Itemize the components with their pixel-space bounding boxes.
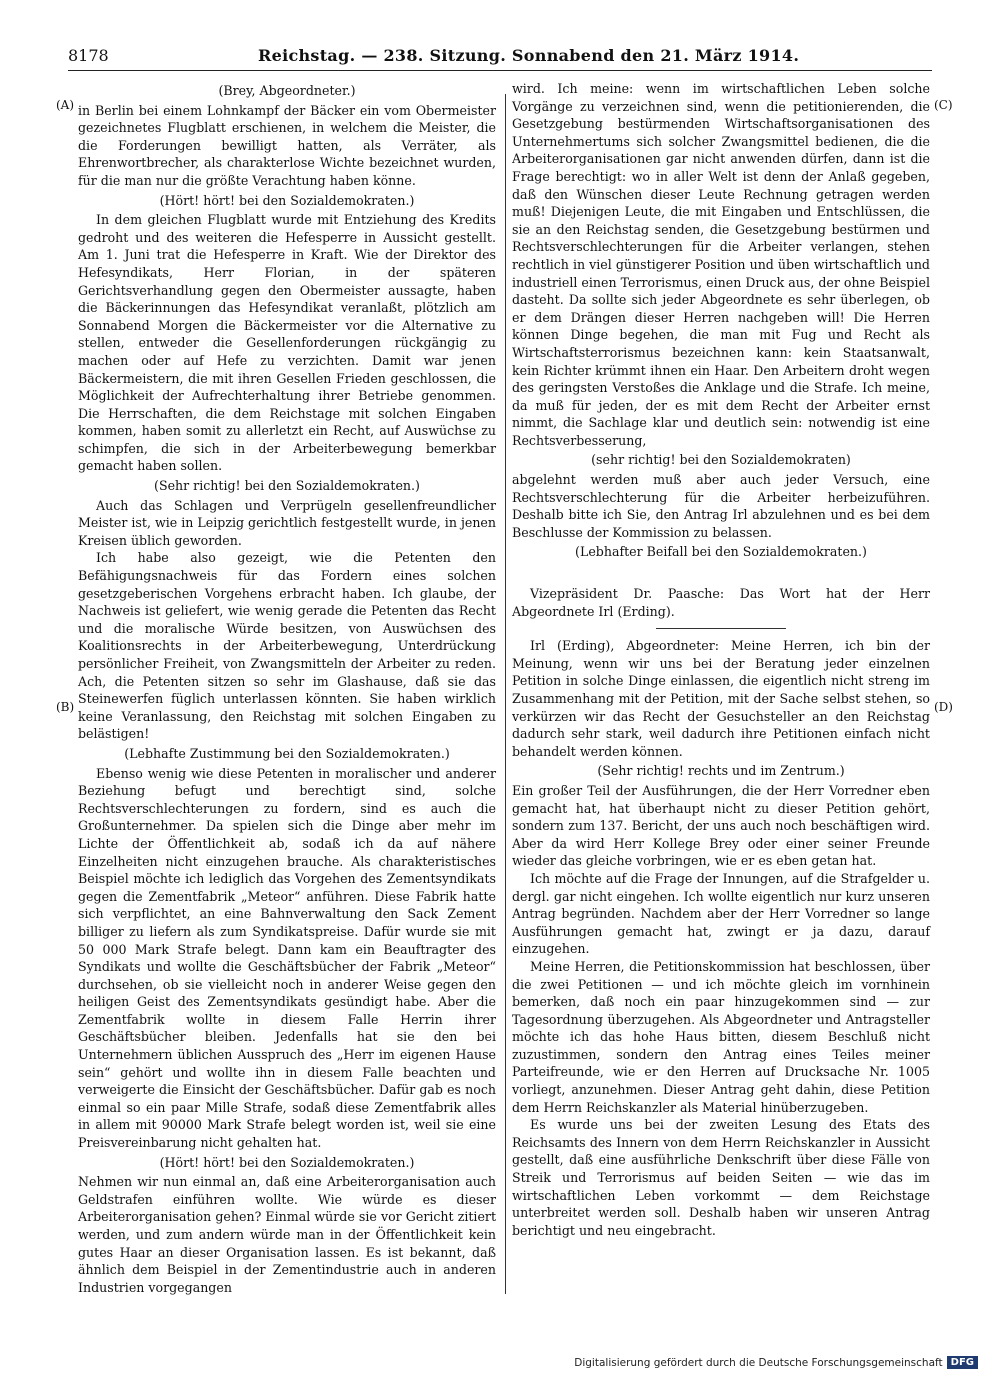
left-paragraph: Auch das Schlagen und Verprügeln gesellenfreundlicher Meister ist, wie in Leipzig gerichtlich festgestellt wurde, in jenen Kreisen üblich geworden. [78,497,496,548]
section-rule [656,628,786,629]
right-paragraph: Ich möchte auf die Frage der Innungen, auf die Strafgelder u. dergl. gar nicht eingehen. Ich wollte eigentlich nur kurz unseren Antrag begründen. Nachdem aber der Herr Vorredner so lange Ausführungen gemacht hat, zwingt er ja dazu, darauf einzugehen. [512,870,930,957]
left-paragraph: Nehmen wir nun einmal an, daß eine Arbeiterorganisation auch Geldstrafen einführen wollte. Wie würde es dieser Arbeiterorganisation gehen? Einmal würde sie vor Gericht zitiert werden, und zum andern würde man in der Öffentlichkeit kein gutes Haar an dieser Organisation lassen. Es ist bekannt, daß ähnlich dem Beispiel in der Zementindustrie auch in anderen Industrien vorgegangen [78,1174,496,1295]
dfg-logo: DFG [947,1356,978,1369]
left-remark: (Brey, Abgeordneter.) [218,83,356,98]
right-remark: (Sehr richtig! rechts und im Zentrum.) [597,763,845,779]
right-paragraph: abgelehnt werden muß aber auch jeder Versuch, eine Rechtsverschlechterung für die Arbeiter herbeizuführen. Deshalb bitte ich Sie, den Antrag Irl abzulehnen und es bei dem Beschlusse der Kommission zu belassen. [512,472,930,540]
right-remark: (sehr richtig! bei den Sozialdemokraten) [591,452,851,468]
right-column [512,80,930,1239]
header-rule [68,70,932,71]
page-number: 8178 [68,46,109,65]
right-paragraph: wird. Ich meine: wenn im wirtschaftlichen Leben solche Vorgänge zu verzeichnen sind, wenn die petitionierenden, die Gesetzgebung bestürmenden Wirtschaftsorganisationen des Unternehmertums sich solcher Zwangsmittel bedienen, die die Arbeiterorganisationen gar nicht anwenden dürfen, dann ist die Frage berechtigt: wo in aller Welt ist denn der Anlaß gegeben, daß den Wünschen dieser Leute Rechnung getragen werden muß! Diejenigen Leute, die mit Eingaben und Entschlüssen, die sie an den Reichstag senden, die Gesetzgebung bestürmen und Rechtsverschlechterungen für die Arbeiter verlangen, stehen rechtlich in viel günstigerer Position und üben wirtschaftlich und industriell einen Terrorismus, einen Druck aus, der ohne Beispiel dasteht. Da sollte sich jeder Abgeordnete es sehr überlegen, ob er dem Drängen dieser Herren nachgeben will! Die Herren können Dinge begehen, die man mit Fug und Recht als Wirtschaftsterrorismus bezeichnen kann: kein Staatsanwalt, kein Richter krümmt ihnen ein Haar. Den Arbeitern droht wegen des geringsten Verstoßes die Anklage und die Strafe. Ich meine, da muß für jeden, der es mit dem Recht der Arbeiter ernst nimmt, die Sachlage klar und deutlich sein: notwendig ist eine Rechtsverbesserung, [512,81,930,448]
left-paragraph: Ebenso wenig wie diese Petenten in moralischer und anderer Beziehung befugt und berechtigt sind, solche Rechtsverschlechterungen zu fordern, sind es auch die Großunternehmer. Da spielen sich die Dinge aber mehr im Lichte der Öffentlichkeit ab, sodaß ich da auf nähere Einzelheiten nicht einzugehen brauche. Als charakteristisches Beispiel möchte ich lediglich das Vorgehen des Zementsyndikats gegen die Zementfabrik „Meteor“ anführen. Diese Fabrik hatte sich verpflichtet, an eine Bahnverwaltung den Sack Zement billiger zu liefern als zum Syndikatspreise. Dafür wurde sie mit 50 000 Mark Strafe belegt. Dann kam ein Beauftragter des Syndikats und wollte die Geschäftsbücher der Fabrik „Meteor“ durchsehen, ob sie vielleicht noch in anderer Weise gegen den heiligen Geist des Zementsyndikats gesündigt habe. Aber die Zementfabrik wollte in diesem Falle Herrin ihrer Geschäftsbücher bleiben. Jedenfalls hat sie den bei Unternehmern üblichen Ausspruch des „Herr im eigenen Hause sein“ gehört und wollte ihn in diesem Falle beachten und verweigerte die Einsicht der Geschäftsbücher. Dafür gab es noch einmal so ein paar Mille Strafe, sodaß diese Zementfabrik alles in allem mit 90000 Mark Strafe belegt worden ist, weil sie eine Preisvereinbarung nicht gehalten hat. [78,765,496,1151]
footer [574,1356,978,1369]
right-paragraph: Ein großer Teil der Ausführungen, die der Herr Vorredner eben gemacht hat, hat überhaupt nicht zu dieser Petition gehört, sondern zum 137. Bericht, der uns auch noch beschäftigen wird. Aber da wird Herr Kollege Brey oder einer seiner Freunde wieder das gleiche vorbringen, wie er es eben getan hat. [512,782,930,869]
margin-marker-d: (D) [934,700,953,714]
page-header-title: Reichstag. — 238. Sitzung. Sonnabend den 21. März 1914. [258,46,800,65]
left-remark: (Lebhafte Zustimmung bei den Sozialdemokraten.) [124,745,450,761]
footer-credit: Digitalisierung gefördert durch die Deutsche Forschungsgemeinschaft [574,1356,943,1369]
left-column [78,80,496,1296]
left-remark: (Hört! hört! bei den Sozialdemokraten.) [159,192,415,208]
left-paragraph: Ich habe also gezeigt, wie die Petenten den Befähigungsnachweis für das Fordern eines solchen gesetzgeberischen Vorgehens erbracht haben. Ich glaube, der Nachweis ist geliefert, wie wenig gerade die Petenten das Recht und die moralische Würde besitzen, von Auswüchsen des Koalitionsrechts in der Arbeiterbewegung, Unterdrückung persönlicher Freiheit, von Zwangsmitteln der Arbeiter zu reden. Ach, die Petenten sitzen so sehr im Glashause, daß sie das Steinewerfen füglich unterlassen könnten. Sie haben wirklich keine Veranlassung, den Reichstag mit solchen Eingaben zu belästigen! [78,550,496,742]
left-remark: (Hört! hört! bei den Sozialdemokraten.) [159,1154,415,1170]
margin-marker-c: (C) [934,98,953,112]
running-header [68,46,928,68]
right-paragraph: Meine Herren, die Petitionskommission hat beschlossen, über die zwei Petitionen — und ich möchte gleich im vornhinein bemerken, daß noch ein paar hinzugekommen sind — zur Tagesordnung überzugehen. Als Abgeordneter und Antragsteller möchte ich das hohe Haus bitten, diesem Beschluß nicht zuzustimmen, sondern den Antrag eines Teiles meiner Parteifreunde, wie er den Herren auf Drucksache Nr. 1005 vorliegt, anzunehmen. Dieser Antrag geht dahin, diese Petition dem Herrn Reichskanzler als Material hinüberzugeben. [512,958,930,1115]
right-paragraph: Es wurde uns bei der zweiten Lesung des Etats des Reichsamts des Innern von dem Herrn Reichskanzler in Aussicht gestellt, daß eine ausführliche Denkschrift über diese Fälle von Streik und Terrorismus auf beiden Seiten — wie das im wirtschaftlichen Leben vorkommt — dem Reichstage unterbreitet werden soll. Deshalb haben wir unseren Antrag berichtigt und neu eingebracht. [512,1117,930,1238]
right-remark: (Lebhafter Beifall bei den Sozialdemokraten.) [575,544,867,560]
margin-marker-b: (B) [56,700,75,714]
right-paragraph: Vizepräsident Dr. Paasche: Das Wort hat der Herr Abgeordnete Irl (Erding). [512,586,930,619]
spacer [512,563,930,585]
left-paragraph: in Berlin bei einem Lohnkampf der Bäcker ein vom Obermeister gezeichnetes Flugblatt erschienen, in welchem die Meister, die die Forderungen bewilligt hatten, als Verräter, als Ehrenwortbrecher, als charakterlose Wichte bezeichnet wurden, für die man nur die größte Verachtung haben könne. [78,102,496,188]
right-paragraph: Irl (Erding), Abgeordneter: Meine Herren, ich bin der Meinung, wenn wir uns bei der Beratung jeder einzelnen Petition in solche Dinge einlassen, die eigentlich nicht streng im Zusammenhang mit der Petition, mit der Sache selbst stehen, so verkürzen wir das Recht der Gesuchsteller an den Reichstag dadurch sehr stark, weil dadurch ihre Petitionen einfach nicht behandelt werden können. [512,638,930,759]
left-paragraph: In dem gleichen Flugblatt wurde mit Entziehung des Kredits gedroht und des weiteren die Hefesperre in Aussicht gestellt. Am 1. Juni trat die Hefesperre in Kraft. Wie der Direktor des Hefesyndikats, Herr Florian, in der späteren Gerichtsverhandlung gegen den Obermeister aussagte, haben die Bäckerinnungen das Hefesyndikat veranlaßt, plötzlich am Sonnabend Morgen die Bäckermeister vor die Alternative zu stellen, entweder die Gesellenforderungen rückgängig zu machen oder auf Hefe zu verzichten. Damit war jenen Bäckermeistern, die mit ihren Gesellen Frieden geschlossen, die Möglichkeit der Aufrechterhaltung ihrer Betriebe genommen. Die Herrschaften, die dem Reichstage mit solchen Eingaben kommen, haben somit zu allerletzt ein Recht, auf Auswüchse zu schimpfen, die sich in der Arbeiterbewegung bemerkbar gemacht haben sollen. [78,212,496,474]
left-remark: (Sehr richtig! bei den Sozialdemokraten.) [154,478,420,494]
column-divider [505,94,506,1294]
margin-marker-a: (A) [56,98,75,112]
